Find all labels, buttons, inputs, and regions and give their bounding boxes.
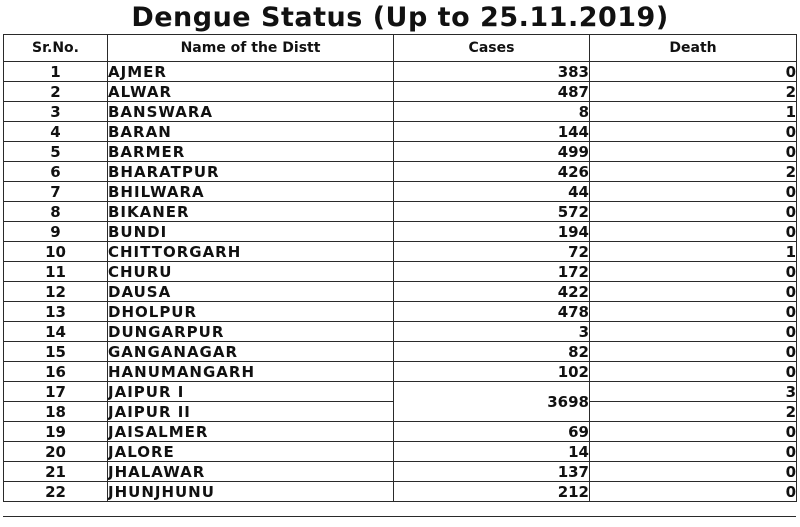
table-row [4,442,797,462]
cases-cell: 3 [394,322,590,342]
header-cases: Cases [394,35,590,62]
death-cell: 0 [590,362,797,382]
district-name-cell: ALWAR [108,82,394,102]
table-row [4,462,797,482]
death-cell: 0 [590,202,797,222]
sr-no-cell: 19 [4,422,108,442]
cases-cell: 8 [394,102,590,122]
header-sr-no: Sr.No. [4,35,108,62]
sr-no-cell: 3 [4,102,108,122]
sr-no-cell: 6 [4,162,108,182]
sr-no-cell: 21 [4,462,108,482]
death-cell: 0 [590,282,797,302]
cases-cell: 3698 [394,382,590,422]
sr-no-cell: 18 [4,402,108,422]
cases-cell: 383 [394,62,590,82]
header-death: Death [590,35,797,62]
sr-no-cell: 16 [4,362,108,382]
sr-no-cell: 8 [4,202,108,222]
death-cell: 0 [590,182,797,202]
death-cell: 2 [590,402,797,422]
district-name-cell: JAIPUR I [108,382,394,402]
sr-no-cell: 10 [4,242,108,262]
death-cell: 0 [590,462,797,482]
table-row [4,242,797,262]
district-name-cell: HANUMANGARH [108,362,394,382]
cases-cell: 212 [394,482,590,502]
sr-no-cell: 13 [4,302,108,322]
sr-no-cell: 12 [4,282,108,302]
district-name-cell: BANSWARA [108,102,394,122]
sr-no-cell: 20 [4,442,108,462]
cases-cell: 422 [394,282,590,302]
sr-no-cell: 9 [4,222,108,242]
sr-no-cell: 2 [4,82,108,102]
table-row [4,122,797,142]
district-name-cell: JHUNJHUNU [108,482,394,502]
table-row [4,422,797,442]
table-row [4,302,797,322]
sr-no-cell: 22 [4,482,108,502]
district-name-cell: JAISALMER [108,422,394,442]
cases-cell: 102 [394,362,590,382]
death-cell: 2 [590,82,797,102]
table-row [4,282,797,302]
cases-cell: 499 [394,142,590,162]
cases-cell: 172 [394,262,590,282]
death-cell: 2 [590,162,797,182]
cases-cell: 194 [394,222,590,242]
district-name-cell: JAIPUR II [108,402,394,422]
district-name-cell: BARAN [108,122,394,142]
district-name-cell: JALORE [108,442,394,462]
district-name-cell: DAUSA [108,282,394,302]
death-cell: 1 [590,242,797,262]
district-name-cell: AJMER [108,62,394,82]
death-cell: 0 [590,442,797,462]
table-row [4,202,797,222]
district-name-cell: CHITTORGARH [108,242,394,262]
cases-cell: 426 [394,162,590,182]
district-name-cell: JHALAWAR [108,462,394,482]
death-cell: 0 [590,302,797,322]
table-row [4,82,797,102]
table-row [4,102,797,122]
death-cell: 0 [590,262,797,282]
district-name-cell: BIKANER [108,202,394,222]
cases-cell: 44 [394,182,590,202]
death-cell: 0 [590,422,797,442]
death-cell: 0 [590,322,797,342]
cases-cell: 487 [394,82,590,102]
death-cell: 0 [590,62,797,82]
table-row [4,142,797,162]
death-cell: 0 [590,142,797,162]
cases-cell: 572 [394,202,590,222]
sr-no-cell: 17 [4,382,108,402]
sr-no-cell: 4 [4,122,108,142]
death-cell: 0 [590,342,797,362]
table-row [4,62,797,82]
death-cell: 0 [590,122,797,142]
header-district-name: Name of the Distt [108,35,394,62]
table-row [4,262,797,282]
table-continuation-edge [3,516,796,527]
table-row [4,382,797,402]
cases-cell: 82 [394,342,590,362]
district-name-cell: CHURU [108,262,394,282]
sr-no-cell: 11 [4,262,108,282]
district-name-cell: DHOLPUR [108,302,394,322]
cases-cell: 14 [394,442,590,462]
dengue-status-table [3,34,797,502]
table-row [4,342,797,362]
table-row [4,482,797,502]
cases-cell: 144 [394,122,590,142]
death-cell: 1 [590,102,797,122]
table-row [4,322,797,342]
sr-no-cell: 14 [4,322,108,342]
district-name-cell: BHILWARA [108,182,394,202]
cases-cell: 69 [394,422,590,442]
page-title: Dengue Status (Up to 25.11.2019) [131,2,669,33]
district-name-cell: BUNDI [108,222,394,242]
death-cell: 0 [590,222,797,242]
sr-no-cell: 5 [4,142,108,162]
death-cell: 0 [590,482,797,502]
district-name-cell: BARMER [108,142,394,162]
cases-cell: 478 [394,302,590,322]
cases-cell: 72 [394,242,590,262]
table-row [4,182,797,202]
sr-no-cell: 7 [4,182,108,202]
death-cell: 3 [590,382,797,402]
district-name-cell: GANGANAGAR [108,342,394,362]
table-row [4,162,797,182]
table-row [4,222,797,242]
table-row [4,362,797,382]
sr-no-cell: 1 [4,62,108,82]
table-header-row [4,35,797,62]
district-name-cell: BHARATPUR [108,162,394,182]
sr-no-cell: 15 [4,342,108,362]
cases-cell: 137 [394,462,590,482]
district-name-cell: DUNGARPUR [108,322,394,342]
